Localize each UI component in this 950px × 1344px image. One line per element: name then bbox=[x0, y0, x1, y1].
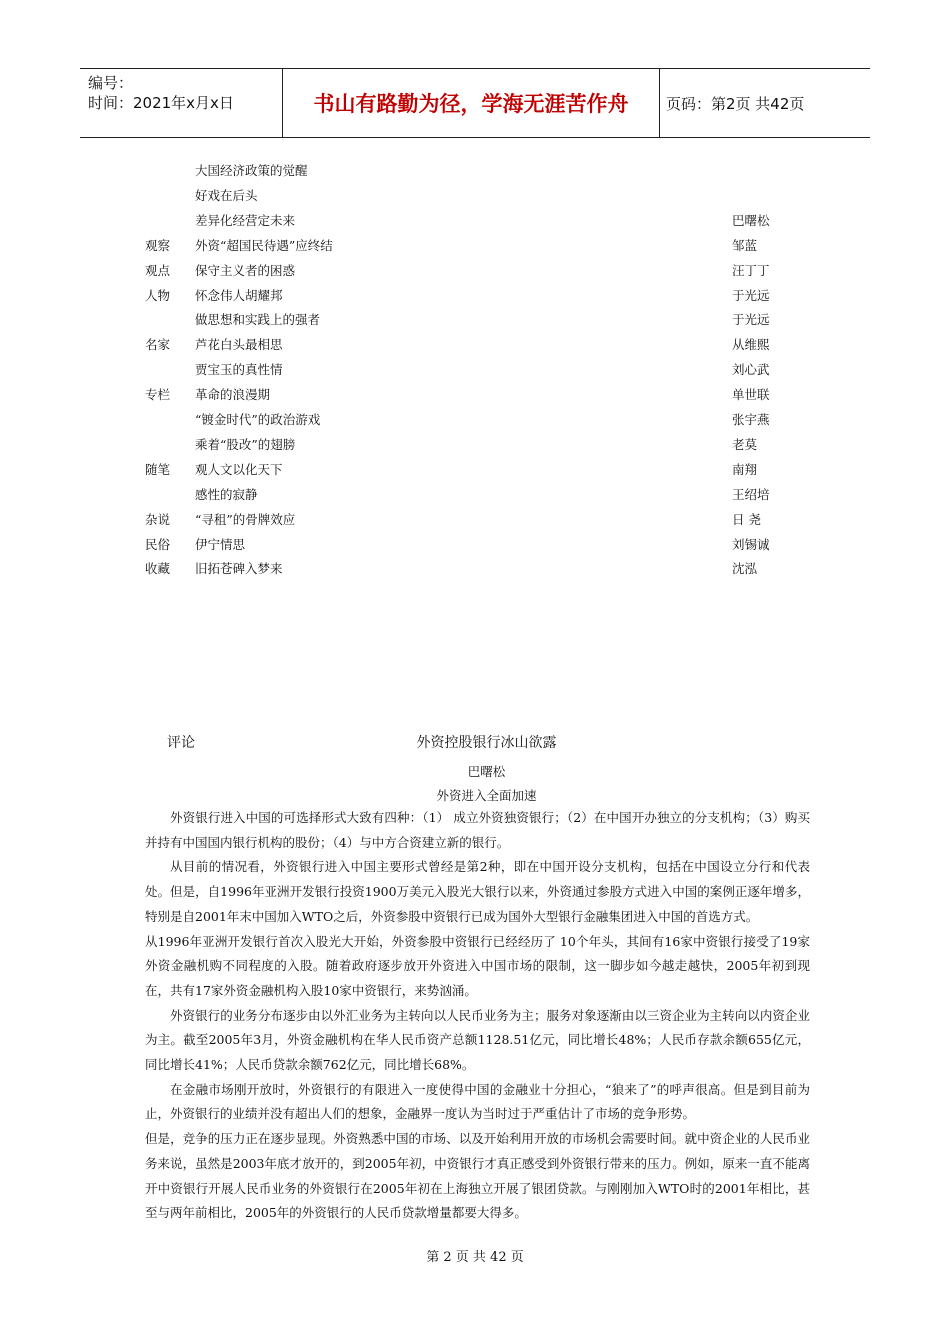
toc-row bbox=[0, 233, 950, 258]
toc-author: 刘心武 bbox=[732, 362, 770, 378]
toc-author: 巴曙松 bbox=[732, 212, 770, 228]
toc-row bbox=[0, 482, 950, 507]
page-header bbox=[80, 68, 870, 138]
toc-row bbox=[0, 407, 950, 432]
toc-title: 感性的寂静 bbox=[195, 486, 258, 502]
toc-author: 王绍培 bbox=[732, 486, 770, 502]
toc-title: 革命的浪漫期 bbox=[195, 387, 271, 403]
toc-row bbox=[0, 357, 950, 382]
toc-category: 名家 bbox=[145, 337, 171, 353]
article-paragraph: 在金融市场刚开放时，外资银行的有限进入一度使得中国的金融业十分担心，“狼来了”的呼声很高。但是到目前为止，外资银行的业绩并没有超出人们的想象，金融界一度认为当时过于严重估计了市场的竞争形势。 bbox=[145, 1081, 810, 1122]
toc-title: 差异化经营定未来 bbox=[195, 212, 296, 228]
article-title: 外资控股银行冰山欲露 bbox=[416, 735, 557, 751]
page-label: 页码：第2页 共42页 bbox=[666, 95, 805, 113]
toc-category: 随笔 bbox=[145, 461, 171, 477]
code-label: 编号： bbox=[88, 74, 134, 92]
toc-category: 民俗 bbox=[145, 536, 171, 552]
article-paragraph: 从1996年亚洲开发银行首次入股光大开始，外资参股中资银行已经经历了 10个年头，其间有16家中资银行接受了19家外资金融机购不同程度的入股。随着政府逐步放开外资进入中国市场的限制，这一脚步如今越走越快，2005年初到现在，共有17家外资金融机构入股10家中资银行，来势汹涌。 bbox=[145, 933, 810, 998]
article-paragraph: 但是，竞争的压力正在逐步显现。外资熟悉中国的市场、以及开始利用开放的市场机会需要时间。就中资企业的人民币业务来说，虽然是2003年底才放开的，到2005年初，中资银行才真正感受到外资银行带来的压力。例如，原来一直不能离开中资银行开展人民币业务的外资银行在2005年初在上海独立开展了银团贷款。与刚刚加入WTO时的2001年相比，甚至与两年前相比，2005年的外资银行的人民币贷款增量都要大得多。 bbox=[145, 1131, 810, 1221]
toc-author: 邹蓝 bbox=[732, 237, 758, 253]
motto: 书山有路勤为径，学海无涯苦作舟 bbox=[282, 69, 660, 137]
article-body bbox=[145, 806, 810, 1226]
toc-category: 收藏 bbox=[145, 561, 171, 577]
page-footer: 第 2 页 共 42 页 bbox=[426, 1250, 524, 1265]
toc-author: 刘锡诚 bbox=[732, 536, 770, 552]
article-paragraph: 从目前的情况看，外资银行进入中国主要形式曾经是第2种，即在中国开设分支机构，包括在中国设立分行和代表处。但是，自1996年亚洲开发银行投资1900万美元入股光大银行以来，外资通过参股方式进入中国的案例正逐年增多，特别是自2001年末中国加入WTO之后，外资参股中资银行已成为国外大型银行金融集团进入中国的首选方式。 bbox=[145, 859, 810, 924]
toc-title: “镀金时代”的政治游戏 bbox=[195, 412, 321, 427]
toc-title: 外资“超国民待遇”应终结 bbox=[195, 237, 333, 253]
toc-category: 观察 bbox=[145, 237, 171, 253]
toc-row bbox=[0, 307, 950, 332]
toc-title: 旧拓苍碑入梦来 bbox=[195, 561, 283, 577]
section-label: 评论 bbox=[167, 735, 195, 751]
article-paragraph: 外资银行进入中国的可选择形式大致有四种：（1） 成立外资独资银行；（2）在中国开办独立的分支机构；（3）购买并持有中国国内银行机构的股份；（4）与中方合资建立新的银行。 bbox=[145, 810, 810, 850]
toc-title: 贾宝玉的真性情 bbox=[195, 362, 283, 378]
time-label: 时间：2021年x月x日 bbox=[88, 94, 234, 112]
toc-author: 张宇燕 bbox=[732, 412, 770, 427]
toc-title: 好戏在后头 bbox=[195, 187, 258, 203]
article-author: 巴曙松 bbox=[467, 764, 506, 779]
toc-author: 南翔 bbox=[732, 461, 758, 477]
toc-author: 汪丁丁 bbox=[732, 262, 770, 278]
toc-row bbox=[0, 258, 950, 283]
article-paragraph: 外资银行的业务分布逐步由以外汇业务为主转向以人民币业务为主；服务对象逐渐由以三资企业为主转向以内资企业为主。截至2005年3月，外资金融机构在华人民币资产总额1128.51亿元，同比增长48%；人民币存款余额655亿元，同比增长41%；人民币贷款余额762亿元，同比增长68%。 bbox=[145, 1007, 810, 1073]
toc-author: 于光远 bbox=[732, 312, 770, 328]
toc-row bbox=[0, 158, 950, 183]
toc-title: 芦花白头最相思 bbox=[195, 337, 283, 353]
toc-title: 乘着“股改”的翅膀 bbox=[195, 436, 296, 452]
toc-title: 保守主义者的困惑 bbox=[195, 262, 296, 278]
toc-title: “寻租”的骨牌效应 bbox=[195, 511, 296, 527]
toc-author: 单世联 bbox=[732, 387, 770, 403]
toc-title: 伊宁情思 bbox=[195, 536, 246, 552]
article-subtitle: 外资进入全面加速 bbox=[436, 788, 537, 803]
toc-row bbox=[0, 457, 950, 482]
toc-row bbox=[0, 532, 950, 557]
toc-row bbox=[0, 183, 950, 208]
toc-row bbox=[0, 556, 950, 581]
header-meta bbox=[88, 73, 278, 113]
toc-title: 做思想和实践上的强者 bbox=[195, 312, 321, 328]
toc-author: 日 尧 bbox=[732, 511, 761, 527]
toc-author: 从维熙 bbox=[732, 337, 770, 353]
toc-title: 观人文以化天下 bbox=[195, 461, 283, 477]
toc-row bbox=[0, 382, 950, 407]
toc-category: 观点 bbox=[145, 262, 171, 278]
toc-row bbox=[0, 332, 950, 357]
toc-category: 专栏 bbox=[145, 387, 171, 403]
toc-author: 老莫 bbox=[732, 436, 758, 452]
toc-author: 于光远 bbox=[732, 287, 770, 303]
toc-category: 人物 bbox=[145, 287, 171, 303]
toc-row bbox=[0, 283, 950, 308]
toc-row bbox=[0, 507, 950, 532]
toc-title: 怀念伟人胡耀邦 bbox=[195, 287, 283, 303]
toc-row bbox=[0, 208, 950, 233]
toc-title: 大国经济政策的觉醒 bbox=[195, 163, 308, 178]
toc-row bbox=[0, 432, 950, 457]
toc-author: 沈泓 bbox=[732, 561, 758, 577]
toc-category: 杂说 bbox=[145, 511, 171, 527]
